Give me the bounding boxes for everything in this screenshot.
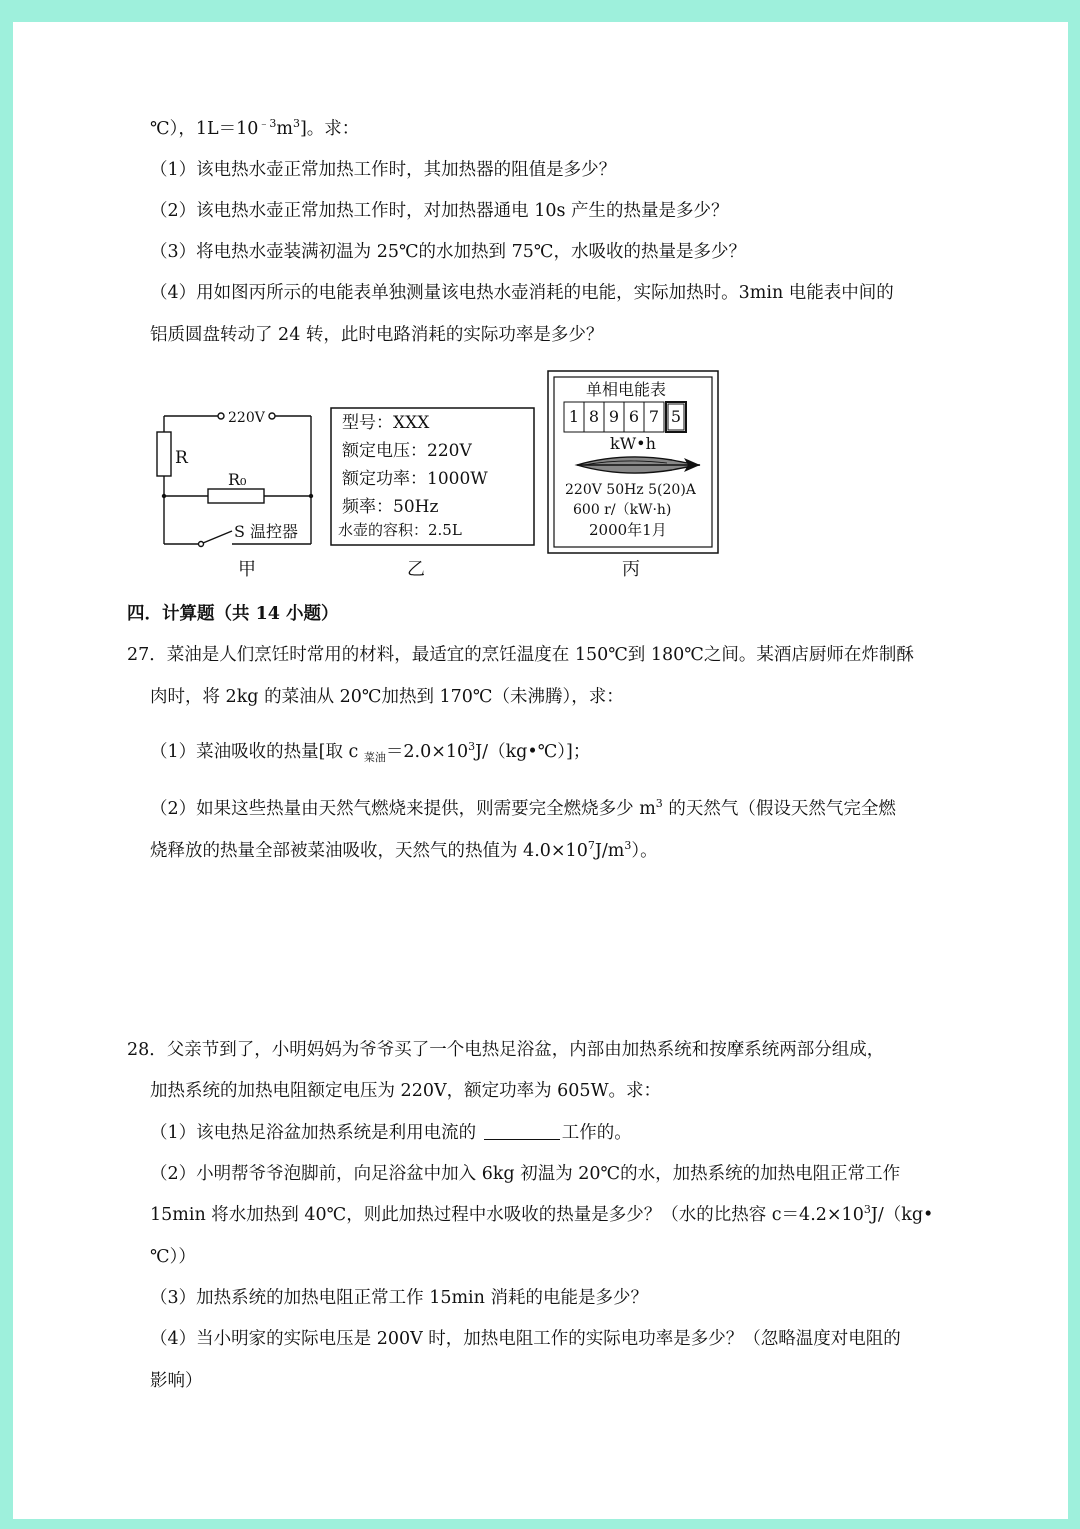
- q26-part-4-line-1: （4）用如图丙所示的电能表单独测量该电热水壶消耗的电能，实际加热时。3min 电能表中间的: [150, 283, 894, 303]
- q27-part-2-line-1: （2）如果这些热量由天然气燃烧来提供，则需要完全燃烧多少 $m^3$ 的天然气（假设天然气完全燃: [150, 797, 896, 819]
- circuit-caption: 甲: [238, 559, 256, 580]
- nameplate-line-voltage: 额定电压：220V: [342, 441, 472, 461]
- q28-stem-line-2: 加热系统的加热电阻额定电压为 220V，额定功率为 605W。求：: [150, 1081, 662, 1101]
- meter-digit-2: 8: [588, 407, 600, 426]
- switch-pivot-icon: [199, 542, 204, 547]
- terminal-right-icon: [269, 413, 275, 419]
- q27-part-2-line-2: 烧释放的热量全部被菜油吸收，天然气的热值为 $4.0\times 10^7J/m^3$）。: [150, 839, 658, 861]
- nameplate-line-model: 型号：XXX: [342, 413, 430, 433]
- meter-title: 单相电能表: [586, 380, 667, 399]
- resistor-r-icon: [157, 432, 171, 476]
- q28-part-4-line-1: （4）当小明家的实际电压是 200V 时，加热电阻工作的实际电功率是多少？（忽略温度对电阻的: [150, 1329, 901, 1349]
- section-title: 四．计算题（共 14 小题）: [127, 604, 339, 624]
- q28-part-2-line-2: 15min 将水加热到 40℃，则此加热过程中水吸收的热量是多少？（水的比热容 $c=4.2\times 10^3J/(kg•$: [150, 1203, 934, 1225]
- meter-spec-date: 2000年1月: [589, 521, 667, 539]
- circuit-r0-label: R₀: [228, 470, 247, 489]
- resistor-r0-icon: [208, 489, 264, 503]
- meter-digit-1: 1: [568, 407, 580, 426]
- meter-unit: kW•h: [610, 434, 656, 453]
- meter-digit-4: 6: [628, 407, 640, 426]
- q28-part-2-line-1: （2）小明帮爷爷泡脚前，向足浴盆中加入 6kg 初温为 20℃的水，加热系统的加热电阻正常工作: [150, 1164, 901, 1184]
- circuit-switch-label: S 温控器: [234, 522, 299, 541]
- meter-digit-3: 9: [608, 407, 620, 426]
- circuit-r-label: R: [175, 448, 188, 468]
- q27-stem-line-2: 肉时，将 2kg 的菜油从 20℃加热到 170℃（未沸腾），求：: [150, 687, 624, 707]
- q28-part-4-line-2: 影响）: [150, 1371, 203, 1391]
- q28-part-3: （3）加热系统的加热电阻正常工作 15min 消耗的电能是多少？: [150, 1288, 648, 1308]
- nameplate-line-frequency: 频率：50Hz: [342, 497, 439, 517]
- nameplate-caption: 乙: [407, 559, 425, 580]
- switch-blade-icon: [203, 531, 232, 543]
- nameplate-line-power: 额定功率：1000W: [342, 469, 488, 489]
- q26-continuation: ℃），$1L=10^{﹣3}m^3$]。求：: [150, 117, 360, 139]
- circuit-voltage-label: 220V: [228, 410, 265, 426]
- meter-digit-5: 7: [648, 407, 660, 426]
- junction-left-icon: [162, 494, 166, 498]
- q26-part-3: （3）将电热水壶装满初温为 25℃的水加热到 75℃，水吸收的热量是多少？: [150, 242, 746, 262]
- q26-part-1: （1）该电热水壶正常加热工作时，其加热器的阻值是多少？: [150, 160, 617, 180]
- meter-spec-constant: 600 r/（kW·h): [573, 502, 672, 518]
- q27-part-1: （1）菜油吸收的热量[取 c $_{菜油}=2.0\times 10^3J/(kg•℃)$]；: [150, 740, 591, 764]
- terminal-left-icon: [218, 413, 224, 419]
- q28-stem-line-1: 28．父亲节到了，小明妈妈为爷爷买了一个电热足浴盆，内部由加热系统和按摩系统两部分组成，: [127, 1040, 885, 1060]
- q27-stem-line-1: 27．菜油是人们烹饪时常用的材料，最适宜的烹饪温度在 150℃到 180℃之间。某酒店厨师在炸制酥: [127, 645, 914, 665]
- meter-digit-6: 5: [670, 407, 682, 426]
- q26-part-2: （2）该电热水壶正常加热工作时，对加热器通电 10s 产生的热量是多少？: [150, 201, 729, 221]
- answer-blank[interactable]: [484, 1123, 560, 1140]
- q28-part-1: （1）该电热足浴盆加热系统是利用电流的 工作的。: [150, 1123, 632, 1143]
- meter-spec-rating: 220V 50Hz 5(20)A: [565, 482, 696, 498]
- q26-part-4-line-2: 铝质圆盘转动了 24 转，此时电路消耗的实际功率是多少？: [150, 325, 604, 345]
- nameplate-line-capacity: 水壶的容积：2.5L: [338, 521, 462, 539]
- meter-disc-icon: [577, 457, 700, 473]
- figures-row: [152, 368, 732, 590]
- meter-caption: 丙: [622, 559, 640, 580]
- q28-part-2-line-3: ℃））: [150, 1247, 196, 1267]
- junction-right-icon: [309, 494, 313, 498]
